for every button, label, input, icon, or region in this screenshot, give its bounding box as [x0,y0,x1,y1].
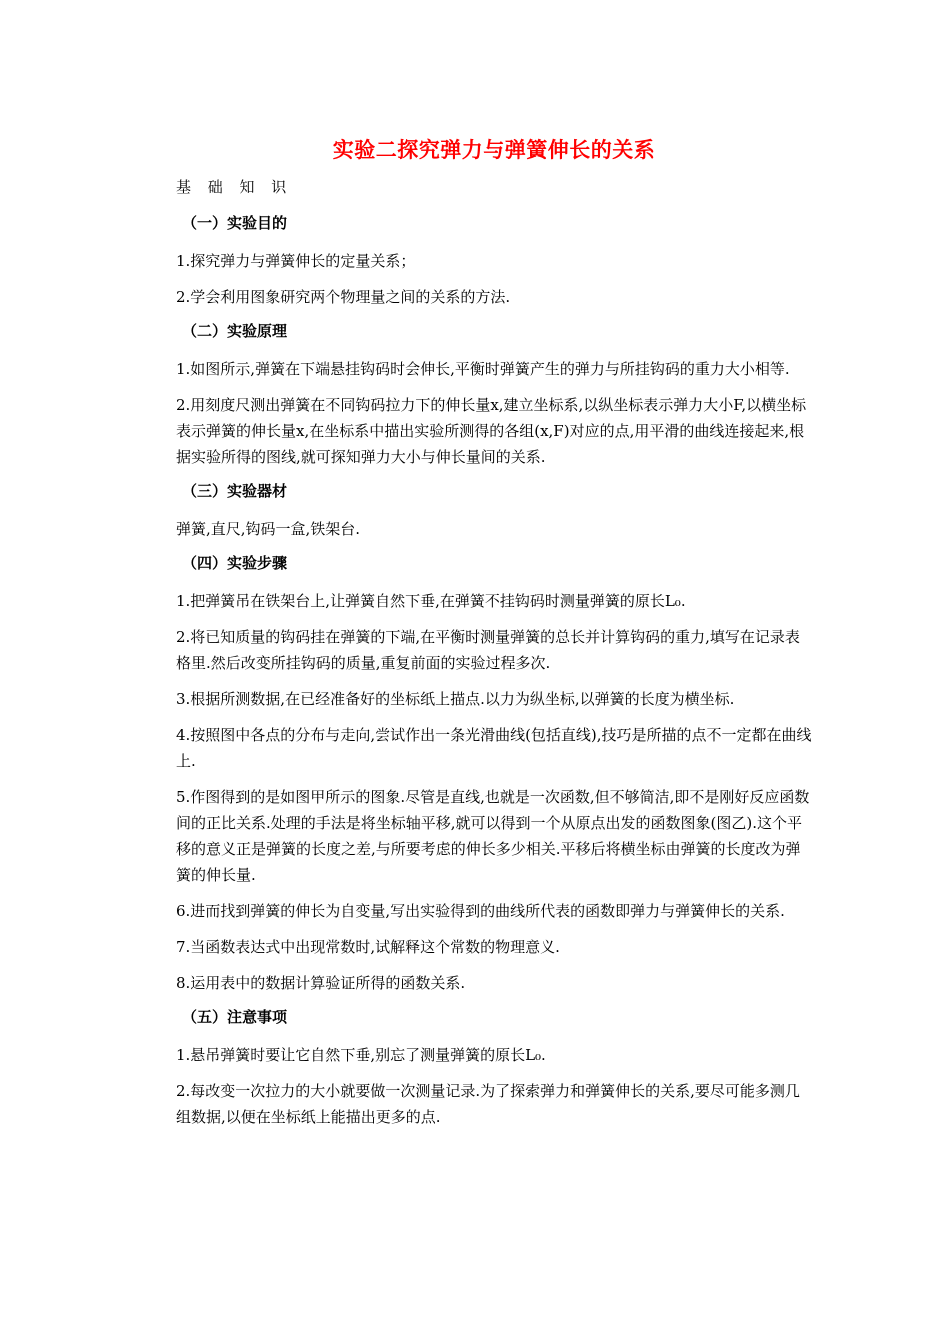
document-title: 实验二探究弹力与弹簧伸长的关系 [332,138,656,162]
document-page [176,132,812,1140]
paragraph: 7.当函数表达式中出现常数时,试解释这个常数的物理意义. [176,938,560,956]
paragraph: 1.悬吊弹簧时要让它自然下垂,别忘了测量弹簧的原长L₀. [176,1046,546,1064]
paragraph: 2.学会利用图象研究两个物理量之间的关系的方法. [176,288,511,306]
paragraph: 6.进而找到弹簧的伸长为自变量,写出实验得到的曲线所代表的函数即弹力与弹簧伸长的关系. [176,902,785,920]
section-heading-steps: （四）实验步骤 [182,554,288,572]
paragraph: 2.用刻度尺测出弹簧在不同钩码拉力下的伸长量x,建立坐标系,以纵坐标表示弹力大小F,以横坐标表示弹簧的伸长量x,在坐标系中描出实验所测得的各组(x,F)对应的点,用平滑的曲线连接起来,根据实验所得的图线,就可探知弹力大小与伸长量间的关系. [176,396,807,466]
paragraph: 2.每改变一次拉力的大小就要做一次测量记录.为了探索弹力和弹簧伸长的关系,要尽可能多测几组数据,以便在坐标纸上能描出更多的点. [176,1082,800,1126]
paragraph: 2.将已知质量的钩码挂在弹簧的下端,在平衡时测量弹簧的总长并计算钩码的重力,填写在记录表格里.然后改变所挂钩码的质量,重复前面的实验过程多次. [176,628,800,672]
section-heading-precautions: （五）注意事项 [182,1008,288,1026]
paragraph: 弹簧,直尺,钩码一盒,铁架台. [176,520,361,538]
paragraph: 8.运用表中的数据计算验证所得的函数关系. [176,974,466,992]
paragraph: 5.作图得到的是如图甲所示的图象.尽管是直线,也就是一次函数,但不够简洁,即不是刚好反应函数间的正比关系.处理的手法是将坐标轴平移,就可以得到一个从原点出发的函数图象(图乙).这个平移的意义正是弹簧的长度之差,与所要考虑的伸长多少相关.平移后将横坐标由弹簧的长度改为弹簧的伸长量. [176,788,810,884]
paragraph: 1.把弹簧吊在铁架台上,让弹簧自然下垂,在弹簧不挂钩码时测量弹簧的原长L₀. [176,592,686,610]
document-subtitle: 基 础 知 识 [176,178,293,196]
paragraph: 3.根据所测数据,在已经准备好的坐标纸上描点.以力为纵坐标,以弹簧的长度为横坐标. [176,690,735,708]
paragraph: 1.探究弹力与弹簧伸长的定量关系； [176,252,416,270]
paragraph: 4.按照图中各点的分布与走向,尝试作出一条光滑曲线(包括直线),技巧是所描的点不一定都在曲线上. [176,726,812,770]
paragraph: 1.如图所示,弹簧在下端悬挂钩码时会伸长,平衡时弹簧产生的弹力与所挂钩码的重力大小相等. [176,360,790,378]
section-heading-principle: （二）实验原理 [182,322,288,340]
section-heading-objective: （一）实验目的 [182,214,288,232]
section-heading-equipment: （三）实验器材 [182,482,288,500]
